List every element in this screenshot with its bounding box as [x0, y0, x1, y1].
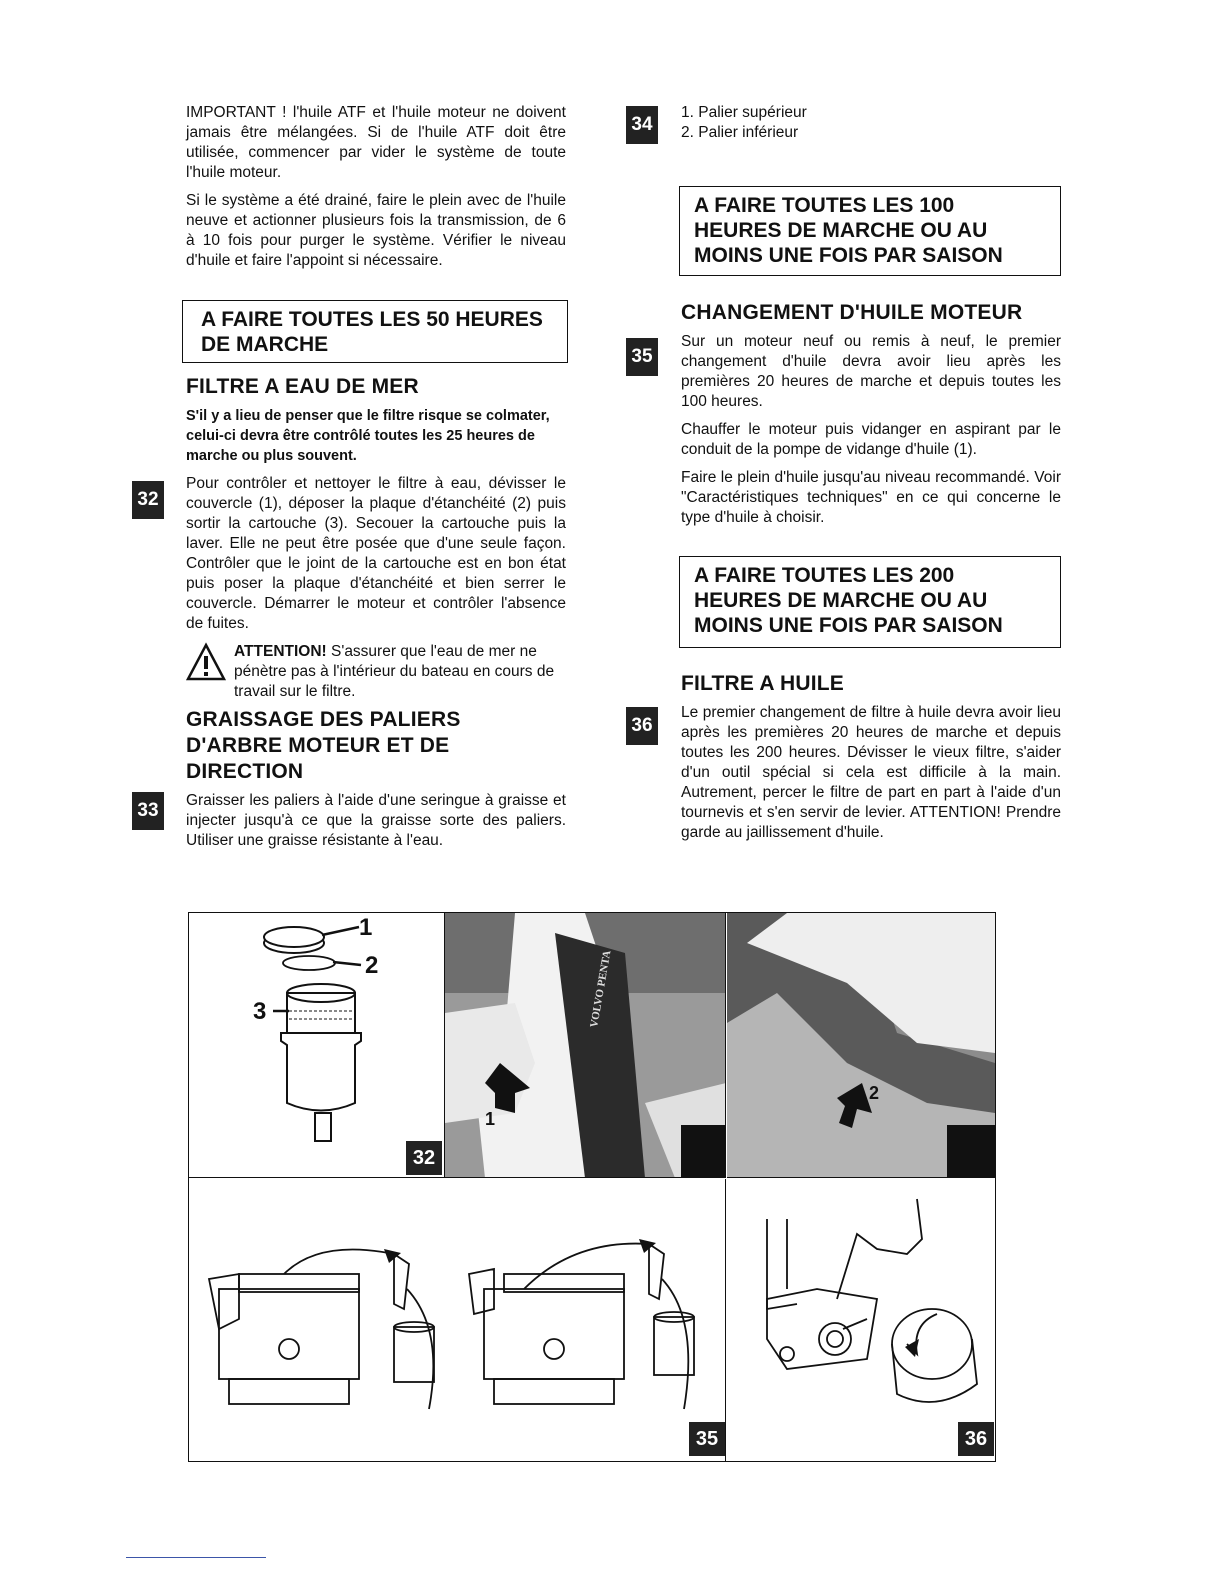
callout-label: 3: [253, 998, 267, 1025]
filtre-eau-instructions: Pour contrôler et nettoyer le filtre à eau, dévisser le couvercle (1), déposer la plaque d'étanchéité (2) puis sortir la cartouche (3). Secouer la cartouche puis la laver. Elle ne peut être posée que d'une seule façon. Contrôler que le joint de la cartouche est en bon état puis poser la plaque d'étanchéité et bien serrer le couvercle. Démarrer le moteur et contrôler l'absence de fuites.: [186, 475, 566, 632]
huile-moteur-p2: Chauffer le moteur puis vidanger en aspirant par le conduit de la pompe de vidange d'huile (1).: [681, 421, 1061, 458]
figure-33-photo-bearing: [445, 913, 726, 1178]
volvo-penta-logo: VOLVO PENTA: [588, 949, 614, 1029]
interval-box-200h-text: A FAIRE TOUTES LES 200 HEURES DE MARCHE OU AU MOINS UNE FOIS PAR SAISON: [694, 564, 1003, 637]
palier-list: [681, 103, 1061, 143]
engine-photo-illustration: [445, 913, 726, 1178]
callout-label: 1: [359, 914, 373, 941]
step-badge-34: 34: [626, 106, 658, 144]
interval-box-50h-text: A FAIRE TOUTES LES 50 HEURES DE MARCHE: [201, 308, 543, 356]
oil-filter-illustration: [727, 1179, 995, 1461]
graissage-section: [186, 707, 566, 859]
callout-label: 2: [365, 952, 379, 979]
filtre-huile-title: FILTRE A HUILE: [681, 672, 845, 695]
palier-list-item: 1. Palier supérieur: [681, 104, 807, 121]
footnote-rule: [126, 1557, 266, 1558]
figure-35-oil-drain: [189, 1179, 726, 1461]
interval-box-200h: [679, 556, 1061, 648]
attention-block: [186, 642, 566, 702]
callout-label: 1: [485, 1109, 496, 1129]
attention-text-wrap: [234, 642, 566, 702]
attention-label: ATTENTION!: [234, 643, 327, 660]
huile-moteur-title: CHANGEMENT D'HUILE MOTEUR: [681, 301, 1023, 324]
figure-36-oil-filter: [727, 1179, 995, 1461]
figure-badge-36: 36: [958, 1422, 994, 1456]
step-badge-36: 36: [626, 707, 658, 745]
palier-list-item: 2. Palier inférieur: [681, 124, 799, 141]
figure-32-filter-drawing: [189, 913, 445, 1178]
interval-box-100h: [679, 186, 1061, 276]
attention-text: S'assurer que l'eau de mer ne pénètre pas à l'intérieur du bateau en cours de travail sur le filtre.: [234, 643, 555, 700]
huile-moteur-section: [681, 300, 1061, 536]
filtre-eau-bold-note: S'il y a lieu de penser que le filtre risque se colmater, celui-ci devra être contrôlé toutes les 25 heures de marche ou plus souvent.: [186, 408, 550, 464]
warning-triangle-icon: [186, 642, 226, 682]
huile-moteur-p1: Sur un moteur neuf ou remis à neuf, le premier changement d'huile devra avoir lieu après les premières 20 heures de marche et depuis toutes les 100 heures.: [681, 333, 1061, 410]
interval-box-100h-text: A FAIRE TOUTES LES 100 HEURES DE MARCHE OU AU MOINS UNE FOIS PAR SAISON: [694, 194, 1003, 267]
graissage-text: Graisser les paliers à l'aide d'une seringue à graisse et injecter jusqu'à ce que la graisse sorte des paliers. Utiliser une graisse résistante à l'eau.: [186, 792, 566, 849]
step-badge-35: 35: [626, 338, 658, 376]
interval-box-50h: [182, 300, 568, 363]
step-badge-33: 33: [132, 792, 164, 830]
water-filter-illustration: [189, 913, 445, 1178]
important-paragraph: IMPORTANT ! l'huile ATF et l'huile moteur ne doivent jamais être mélangées. Si de l'huile ATF doit être utilisée, commencer par vider le système de toute l'huile moteur.: [186, 104, 566, 181]
step-badge-32: 32: [132, 481, 164, 519]
drain-paragraph: Si le système a été drainé, faire le plein avec de l'huile neuve et actionner plusieurs fois la transmission, de 6 à 10 fois pour purger le système. Vérifier le niveau d'huile et faire l'appoint si nécessaire.: [186, 192, 566, 269]
graissage-title: GRAISSAGE DES PALIERS D'ARBRE MOTEUR ET DE DIRECTION: [186, 708, 461, 783]
callout-label: 2: [869, 1083, 880, 1103]
filtre-eau-section: [186, 374, 566, 702]
oil-drain-illustration: [189, 1179, 726, 1461]
left-column: [186, 103, 566, 279]
figure-badge-35: 35: [689, 1422, 725, 1456]
huile-moteur-p3: Faire le plein d'huile jusqu'au niveau recommandé. Voir "Caractéristiques techniques" en ce qui concerne le type d'huile à choisir.: [681, 469, 1061, 526]
figure-34-photo-bearing: [727, 913, 995, 1178]
figure-badge-32: 32: [406, 1141, 442, 1175]
filtre-eau-title: FILTRE A EAU DE MER: [186, 375, 419, 398]
filtre-huile-section: [681, 671, 1061, 851]
filtre-huile-text: Le premier changement de filtre à huile devra avoir lieu après les premières 20 heures de marche et depuis toutes les 200 heures. Dévisser le vieux filtre, s'aider d'un outil spécial si cela est difficile à la main. Autrement, percer le filtre de part en part à l'aide d'un tournevis et s'en servir de levier. ATTENTION! Prendre garde au jaillissement d'huile.: [681, 704, 1061, 841]
drive-photo-illustration: [727, 913, 995, 1178]
